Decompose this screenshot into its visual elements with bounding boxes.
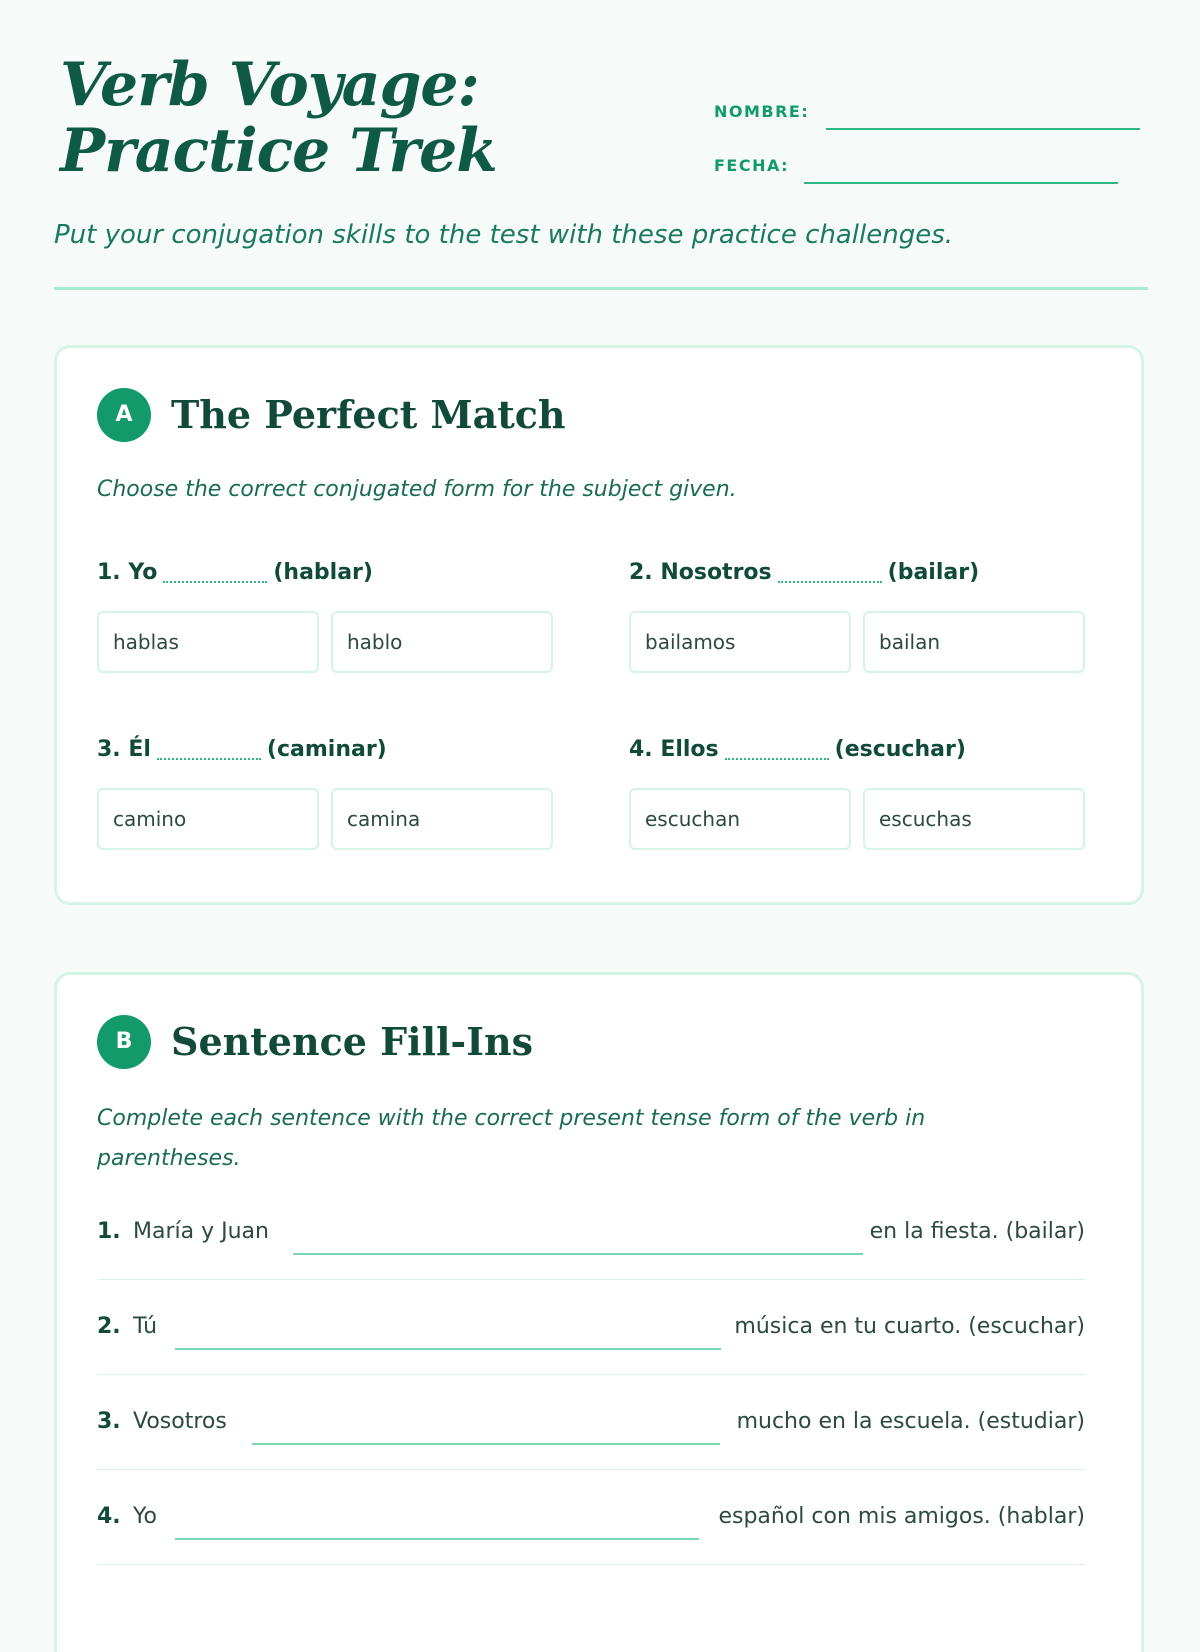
answer-line[interactable] (293, 1253, 863, 1255)
section-a-badge: A (97, 388, 151, 442)
student-info-fields (714, 94, 1148, 202)
answer-blank (157, 740, 261, 760)
option-button[interactable]: escuchas (863, 788, 1085, 850)
answer-line[interactable] (175, 1348, 721, 1350)
match-question-1 (97, 553, 557, 654)
section-b-card (54, 972, 1144, 1652)
question-verb: (hablar) (273, 560, 373, 585)
sentence-tail: mucho en la escuela. (estudiar) (736, 1409, 1085, 1434)
match-question-2 (629, 553, 1089, 654)
row-divider (97, 1374, 1085, 1375)
options-row (97, 611, 557, 675)
answer-blank (725, 740, 829, 760)
question-prompt: 2. Nosotros (629, 560, 772, 585)
match-question-3 (97, 730, 557, 831)
option-button[interactable]: hablo (331, 611, 553, 673)
option-button[interactable]: hablas (97, 611, 319, 673)
fill-in-sentence-1 (97, 1197, 1085, 1291)
match-question-4 (629, 730, 1089, 831)
answer-blank (163, 563, 267, 583)
date-input-line[interactable] (804, 182, 1118, 184)
section-b-badge: B (97, 1015, 151, 1069)
section-b-instructions: Complete each sentence with the correct present tense form of the verb in parentheses. (97, 1106, 926, 1171)
question-prompt: 1. Yo (97, 560, 158, 585)
option-button[interactable]: bailan (863, 611, 1085, 673)
section-a-title: The Perfect Match (171, 392, 566, 437)
question-verb: (caminar) (266, 737, 387, 762)
row-divider (97, 1279, 1085, 1280)
options-row (629, 788, 1089, 852)
sentence-tail: en la fiesta. (bailar) (869, 1219, 1085, 1244)
section-b-title: Sentence Fill-Ins (171, 1019, 534, 1064)
answer-line[interactable] (252, 1443, 720, 1445)
sentence-lead: Tú (133, 1314, 158, 1339)
option-button[interactable]: bailamos (629, 611, 851, 673)
sentence-lead: Vosotros (133, 1409, 227, 1434)
options-row (97, 788, 557, 852)
header-divider (54, 287, 1148, 290)
name-input-line[interactable] (826, 128, 1140, 130)
sentence-number: 1. (97, 1219, 121, 1244)
sentence-lead: Yo (133, 1504, 157, 1529)
name-label: NOMBRE: (714, 102, 810, 121)
sentence-tail: español con mis amigos. (hablar) (718, 1504, 1085, 1529)
option-button[interactable]: camino (97, 788, 319, 850)
question-prompt: 3. Él (97, 737, 151, 762)
sentence-number: 3. (97, 1409, 121, 1434)
row-divider (97, 1469, 1085, 1470)
question-verb: (bailar) (887, 560, 980, 585)
question-verb: (escuchar) (834, 737, 966, 762)
options-row (629, 611, 1089, 675)
date-field (714, 148, 1148, 202)
fill-in-sentence-3 (97, 1387, 1085, 1481)
fill-in-sentence-4 (97, 1482, 1085, 1576)
name-field (714, 94, 1148, 148)
worksheet-subtitle: Put your conjugation skills to the test with these practice challenges. (54, 220, 954, 250)
sentence-tail: música en tu cuarto. (escuchar) (734, 1314, 1085, 1339)
section-a-instructions: Choose the correct conjugated form for the subject given. (97, 477, 737, 502)
option-button[interactable]: escuchan (629, 788, 851, 850)
answer-blank (778, 563, 882, 583)
row-divider (97, 1564, 1085, 1565)
worksheet-title: Verb Voyage: Practice Trek (60, 50, 497, 186)
sentence-lead: María y Juan (133, 1219, 269, 1244)
fill-in-sentence-2 (97, 1292, 1085, 1386)
question-prompt: 4. Ellos (629, 737, 719, 762)
date-label: FECHA: (714, 156, 790, 175)
option-button[interactable]: camina (331, 788, 553, 850)
answer-line[interactable] (175, 1538, 699, 1540)
sentence-number: 4. (97, 1504, 121, 1529)
section-a-card (54, 345, 1144, 905)
sentence-number: 2. (97, 1314, 121, 1339)
